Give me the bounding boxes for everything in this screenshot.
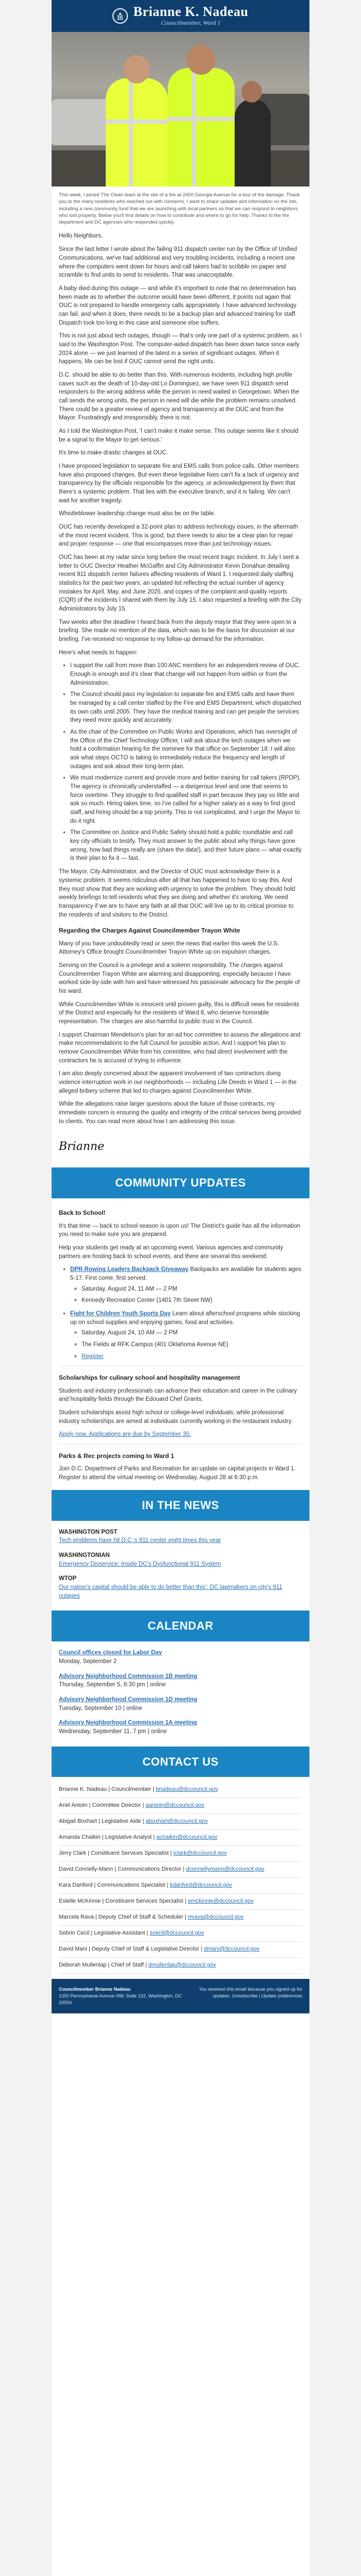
community-paragraph: It's that time — back to school season is upon us! The District's guide has all the information you need to make sure you are prepared. [59, 1223, 301, 1238]
event-detail: ◦ Saturday, August 24, 10 AM — 2 PM [81, 1329, 302, 1337]
contact-email-link[interactable]: achaikin@dccouncil.gov [156, 1834, 218, 1841]
contact-row [59, 1862, 302, 1878]
contact-text: Marcela Rava | Deputy Chief of Staff & Scheduler | [59, 1913, 187, 1920]
contact-row [59, 1910, 302, 1926]
section-heading: Parks & Rec projects coming to Ward 1 [59, 1452, 174, 1460]
contact-row [59, 1814, 302, 1830]
footer-name: Councilmember Brianne Nadeau [59, 1986, 131, 1992]
contact-row [59, 1846, 302, 1862]
community-paragraph: Students and industry professionals can advance their education and career in the culinary and hospitality fields through the Edouard Chef Grants. [59, 1387, 297, 1403]
event-list [70, 1265, 302, 1361]
event-detail: ◦ The Fields at RFK Campus (401 Oklahoma Avenue NE) [81, 1341, 302, 1349]
calendar-item [59, 1672, 302, 1689]
contact-email-link[interactable]: emckinnie@dccouncil.gov [188, 1898, 254, 1905]
news-headline-link[interactable]: Tech problems have hit D.C.'s 911 center eight times this year [59, 1537, 221, 1544]
news-headline-link[interactable]: Emergency Disservice: Inside DC's Dysfunctional 911 System [59, 1561, 221, 1567]
calendar-event-date: Tuesday, September 10 | online [59, 1705, 142, 1711]
contact-text: Deborah Mullenlap | Chief of Staff | [59, 1961, 147, 1968]
news-source: WASHINGTON POST [59, 1529, 118, 1535]
community-paragraph: Student scholarships assist high school or college-level individuals, while professional industry scholarships are aimed at individuals currently working in the restaurant industry. [59, 1409, 293, 1425]
letter-paragraph: I am also deeply concerned about the apparent involvement of two contractors doing violence interruption work in our neighborhoods — including Life Deeds in Ward 1 — in the alleged bribery scheme that led to charges against Councilmember White. [59, 1071, 297, 1094]
contact-text: David Mani | Deputy Chief of Staff & Legislative Director | [59, 1945, 203, 1952]
letter-paragraph: Serving on the Council is a privilege and a solemn responsibility. The charges against Councilmember Trayon White are alarming and disappointing, especially because I have worked side-by-side with him and have witnessed his passionate advocacy for the people of his ward. [59, 962, 300, 994]
signature: Brianne [59, 1140, 105, 1154]
hero-photo [52, 32, 309, 187]
contact-row [59, 1926, 302, 1942]
person-background [235, 99, 271, 187]
news-item [59, 1551, 302, 1568]
person-safety-vest [168, 68, 235, 187]
contact-text: Sebrin Cecil | Legislative Assistant | [59, 1929, 149, 1936]
news-item [59, 1528, 302, 1545]
event-description: Backpacks are available for students ages 5-17. First come, first served. [70, 1266, 302, 1281]
contact-email-link[interactable]: scecil@dccouncil.gov [150, 1929, 204, 1936]
contact-row [59, 1942, 302, 1958]
section-heading: Back to School! [59, 1209, 106, 1217]
letter-paragraph: As I told the Washington Post, 'I can't make it make sense. This outage seems like it should be a signal to the Mayor to get serious.' [59, 428, 299, 443]
calendar-event-link[interactable]: Council offices closed for Labor Day [59, 1650, 162, 1656]
contact-text: Abigail Boxhart | Legislative Aide | [59, 1818, 144, 1825]
contact-email-link[interactable]: dmullenlap@dccouncil.gov [148, 1961, 216, 1968]
letter-paragraph: A baby died during this outage — and while it's important to note that no determination has been made as to whether the outcome would have been different, it points out again that OUC is not prepared to handle emergency calls appropriately. I have advanced technology can fail, and when it does, there needs to be a backup plan and advanced training for staff. Dispatch took too long in this case and someone else suffers. [59, 285, 297, 326]
event-title-link[interactable]: Fight for Children Youth Sports Day [70, 1310, 171, 1317]
letter-paragraph: Many of you have undoubtedly read or seen the news that earlier this week the U.S. Attorney's Office brought Councilmember Trayon White up on expulsion charges. [59, 940, 280, 956]
action-list [70, 662, 302, 863]
contact-text: Kara Danford | Communications Specialist | [59, 1882, 169, 1889]
list-item: • The Council should pass my legislation to separate fire and EMS calls and have them be managed by a call center staffed by the Fire and EMS Department, which dispatched its own calls until 2005. They have the medical training and can get people the services they need more quickly and accurately. [70, 690, 302, 725]
in-the-news-header: IN THE NEWS [52, 1490, 309, 1521]
contact-email-link[interactable]: dmani@dccouncil.gov [204, 1945, 260, 1952]
event-item [70, 1310, 302, 1361]
letter-paragraph: OUC has recently developed a 32-point plan to address technology issues, in the aftermath of the most recent incident. This is good, but there needs to also be a clear plan for repair and proper response — one that encompasses more than just technology issues. [59, 523, 299, 548]
newsletter-header [52, 0, 309, 32]
letter-paragraph: Here's what needs to happen: [59, 649, 138, 656]
list-item: • We must modernize current and provide more and better training for call takers (RPDP). The agency is chronically understaffed — a dangerous level and one that seems to force overtime. They struggle to find qualified staff in part because they pay so little and ask so much. Hiring takes time, so I've called for a higher salary as a way to find good staff, and hiring should be a top priority. This is not complicated, and I urge the Mayor to do it right. [70, 774, 302, 825]
letter-paragraph: I support Chairman Mendelson's plan for an ad hoc committee to assess the allegations and make recommendations to the full Council for possible action. And I support his plan to remove Councilmember White from his committee, who had direct involvement with the contractors he is accused of trying to influence. [59, 1031, 301, 1064]
calendar-item [59, 1719, 302, 1736]
letter-paragraph: I have proposed legislation to separate fire and EMS calls from police calls. Other members have also proposed changes. But even these legislative fixes can't fix a lack of urgency and transparency by the officials responsible for the agency, or acknowledgement by them that there's a systemic problem. That lies with the executive branch, and it is failing. We can't wait for another tragedy. [59, 463, 299, 504]
contact-text: Amanda Chaikin | Legislative Analyst | [59, 1834, 155, 1841]
contact-email-link[interactable]: jclark@dccouncil.gov [173, 1850, 227, 1857]
calendar-item [59, 1696, 302, 1713]
contact-text: Estelle McKinnie | Constituent Services Specialist | [59, 1898, 187, 1905]
event-title-link[interactable]: DPR Rowing Leaders Backpack Giveaway [70, 1266, 189, 1273]
greeting: Hello Neighbors, [59, 233, 103, 240]
contact-email-link[interactable]: mrava@dccouncil.gov [188, 1913, 244, 1920]
contact-row [59, 1958, 302, 1974]
list-item: • As the chair of the Committee on Public Works and Operations, which has oversight of the Office of the Chief Technology Officer, I will ask about the tech outages when we hold a confirmation hearing for the nominee for that office on September 18. I will also ask what steps OCTO is taking to immediately reduce the frequency and length of outages and ask about their long-term plan. [70, 728, 302, 771]
contact-row [59, 1878, 302, 1894]
contact-text: Jerry Clark | Constituent Services Specialist | [59, 1850, 172, 1857]
newsletter-footer [52, 1979, 309, 2013]
calendar-header: CALENDAR [52, 1611, 309, 1641]
news-list [52, 1521, 309, 1611]
footer-unsubscribe-text[interactable]: You received this email because you signed up for updates. Unsubscribe | Update preferences [199, 1986, 302, 1998]
letter-paragraph: This is not just about tech outages, though — that's only one part of a systemic problem, as I said to the Washington Post. The computer-aided dispatch has been down twice since early 2024 alone — we just learned of the latest in a series of significant outages. When it happens, life can be lost if OUC cannot send the right units. [59, 333, 302, 365]
community-paragraph: Help your students get ready at an upcoming event. Various agencies and community partners are hosting back to school events, and there are several this weekend: [59, 1244, 284, 1260]
letter-paragraph: While the allegations raise larger questions about the future of those contracts, my immediate concern is ensuring the quality and integrity of the critical services being provided to clients. You can read more about how I am addressing this issue. [59, 1101, 301, 1125]
letter-closing: The Mayor, City Administrator, and the Director of OUC must acknowledge there is a systemic problem. It seems ridiculous after all that has happened to have to say this. And they must show that they are working with urgency to solve the problem. They should hold weekly briefings to tell residents what they are doing and whether it's working. We need transparency if we are to have any faith at all that OUC will live up to its critical promise to the residents of and visitors to the District. [59, 869, 296, 918]
community-paragraph: Join D.C. Department of Parks and Recreation for an update on capital projects in Ward 1. Register to attend the virtual meeting on Wednesday, August 28 at 6:30 p.m. [59, 1466, 296, 1481]
contact-email-link[interactable]: aboxhart@dccouncil.gov [145, 1818, 208, 1825]
apply-link[interactable]: Apply now. Applications are due by September 30. [59, 1431, 191, 1438]
news-source: WASHINGTONIAN [59, 1552, 110, 1558]
event-detail: ◦ Kennedy Recreation Center (1401 7th Street NW) [81, 1296, 302, 1305]
calendar-item [59, 1649, 302, 1666]
event-description: Learn about afterschool programs while stocking up on school supplies and enjoying games, food and activities. [70, 1310, 300, 1326]
calendar-event-date: Wednesday, September 11, 7 pm | online [59, 1728, 167, 1735]
contact-email-link[interactable]: kdanford@dccouncil.gov [170, 1882, 233, 1889]
list-item: • The Committee on Justice and Public Safety should hold a public roundtable and call key city officials to testify. They must answer to the public about why things have gone wrong, how bad things really are (share the data!), and their future plans — what exactly is their plan to fix it — fast. [70, 828, 302, 863]
letter-paragraph: Two weeks after the deadline I heard back from the deputy mayor that they were open to a briefing. She made no mention of the data, which was to be the basis for discussion at our briefing. I've received no response to my follow-up demand for the information. [59, 619, 297, 643]
register-link[interactable]: Register [81, 1353, 104, 1360]
letter-paragraph: OUC has been at my radar since long before the most recent tragic incident. In July I sent a letter to OUC Director Heather McGaffin and City Administrator Kevin Donahue detailing recent 911 dispatch center failures affecting residents of Ward 1. I requested daily staffing statistics for the past two years, an updated list reflecting the actual number of agency mistakes for April, May, and June 2025, and copies of the complaint-and-quality reports (CQR) of the incidents I shared with them by July 15. I also requested a briefing with the City Administrators by July 15. [59, 554, 302, 613]
event-detail: ◦ Saturday, August 24, 11 AM — 2 PM [81, 1285, 302, 1294]
letter-paragraph: D.C. should be able to do better than this. With numerous incidents, including high profile cases such as the death of 10-day-old Lo Dominguez, we have seen 911 dispatch send responders to the wrong address while the person in need waited in Georgetown. When the call sends the wrong units, the person in need will die while the problem remains unsolved. There could be a greater review of agency and transparency at the OUC and from the Mayor. Frustratingly and irresponsibly, there is not. [59, 371, 300, 421]
contact-text: David Connelly-Mann | Communications Director | [59, 1866, 185, 1873]
calendar-event-link[interactable]: Advisory Neighborhood Commission 1A meeting [59, 1720, 197, 1726]
news-headline-link[interactable]: Our nation's capital should be able to do better than this': DC lawmakers on city's 911 outages [59, 1584, 283, 1599]
letter-body [52, 229, 309, 1133]
newsletter [52, 0, 309, 2576]
capitol-icon [112, 8, 128, 24]
calendar-event-date: Monday, September 2 [59, 1658, 117, 1665]
news-item [59, 1574, 302, 1600]
section-heading: Scholarships for culinary school and hospitality management [59, 1374, 240, 1382]
letter-paragraph: Whistleblower leadership change must also be on the table. [59, 511, 216, 517]
calendar-list [52, 1641, 309, 1746]
contact-us-header: CONTACT US [52, 1747, 309, 1777]
person-safety-vest [106, 78, 168, 187]
calendar-event-link[interactable]: Advisory Neighborhood Commission 1D meeting [59, 1696, 198, 1703]
calendar-event-link[interactable]: Advisory Neighborhood Commission 1B meeting [59, 1673, 198, 1680]
contact-row [59, 1782, 302, 1798]
community-updates-header: COMMUNITY UPDATES [52, 1167, 309, 1198]
calendar-event-date: Thursday, September 5, 6:30 pm | online [59, 1682, 166, 1688]
event-item [70, 1265, 302, 1305]
councilmember-title: Councilmember, Ward 1 [161, 19, 221, 26]
contact-row [59, 1830, 302, 1846]
list-item: • I support the call from more than 100 ANC members for an independent review of OUC. Enough is enough and it's clear that change will not happen from within or from the Administration. [70, 662, 302, 687]
news-source: WTOP [59, 1575, 77, 1582]
contact-list [52, 1777, 309, 1978]
section-heading: Regarding the Charges Against Councilmember Trayon White [59, 927, 240, 935]
contact-email-link[interactable]: aantoin@dccouncil.gov [145, 1802, 205, 1809]
councilmember-name: Brianne K. Nadeau [133, 4, 249, 19]
contact-text: Ariel Antoin | Committee Director | [59, 1802, 144, 1809]
photo-caption: This week, I joined The Clean team at the site of a fire at 2400 Georgia Avenue for a tour of the damage. Thank you to the many residents who reached out with concerns, I want to share updates and information on the lots, including a new community fund that we are launching with local partners so that we can respond to neighbors who lost property. Below you'll find details on how to contribute and where to go for help. Thanks to the fire department and DC agencies who responded quickly. [59, 192, 300, 226]
letter-paragraph: While Councilmember White is innocent until proven guilty, this is difficult news for residents of the District and especially for the residents of Ward 8, who deserve honorable representation. The charges are also harmful to public trust in the Council. [59, 1001, 300, 1025]
letter-paragraph: Since the last letter I wrote about the failing 911 dispatch center run by the Office of Unified Communications, we've had additional and very troubling incidents, including a recent one where the computers went down for hours and call takers had to scribble on paper and scramble to find units to send to residents. That was unacceptable. [59, 246, 297, 279]
contact-email-link[interactable]: dconnellymann@dccouncil.gov [186, 1866, 265, 1873]
contact-row [59, 1798, 302, 1814]
contact-text: Brianne K. Nadeau | Councilmember | [59, 1786, 154, 1793]
contact-email-link[interactable]: bnadeau@dccouncil.gov [155, 1786, 218, 1793]
footer-address: 1350 Pennsylvania Avenue NW, Suite 102, Washington, DC 20004 [59, 1993, 182, 2005]
community-updates [52, 1198, 309, 1490]
letter-paragraph: It's time to make drastic changes at OUC. [59, 450, 168, 456]
contact-row [59, 1894, 302, 1910]
